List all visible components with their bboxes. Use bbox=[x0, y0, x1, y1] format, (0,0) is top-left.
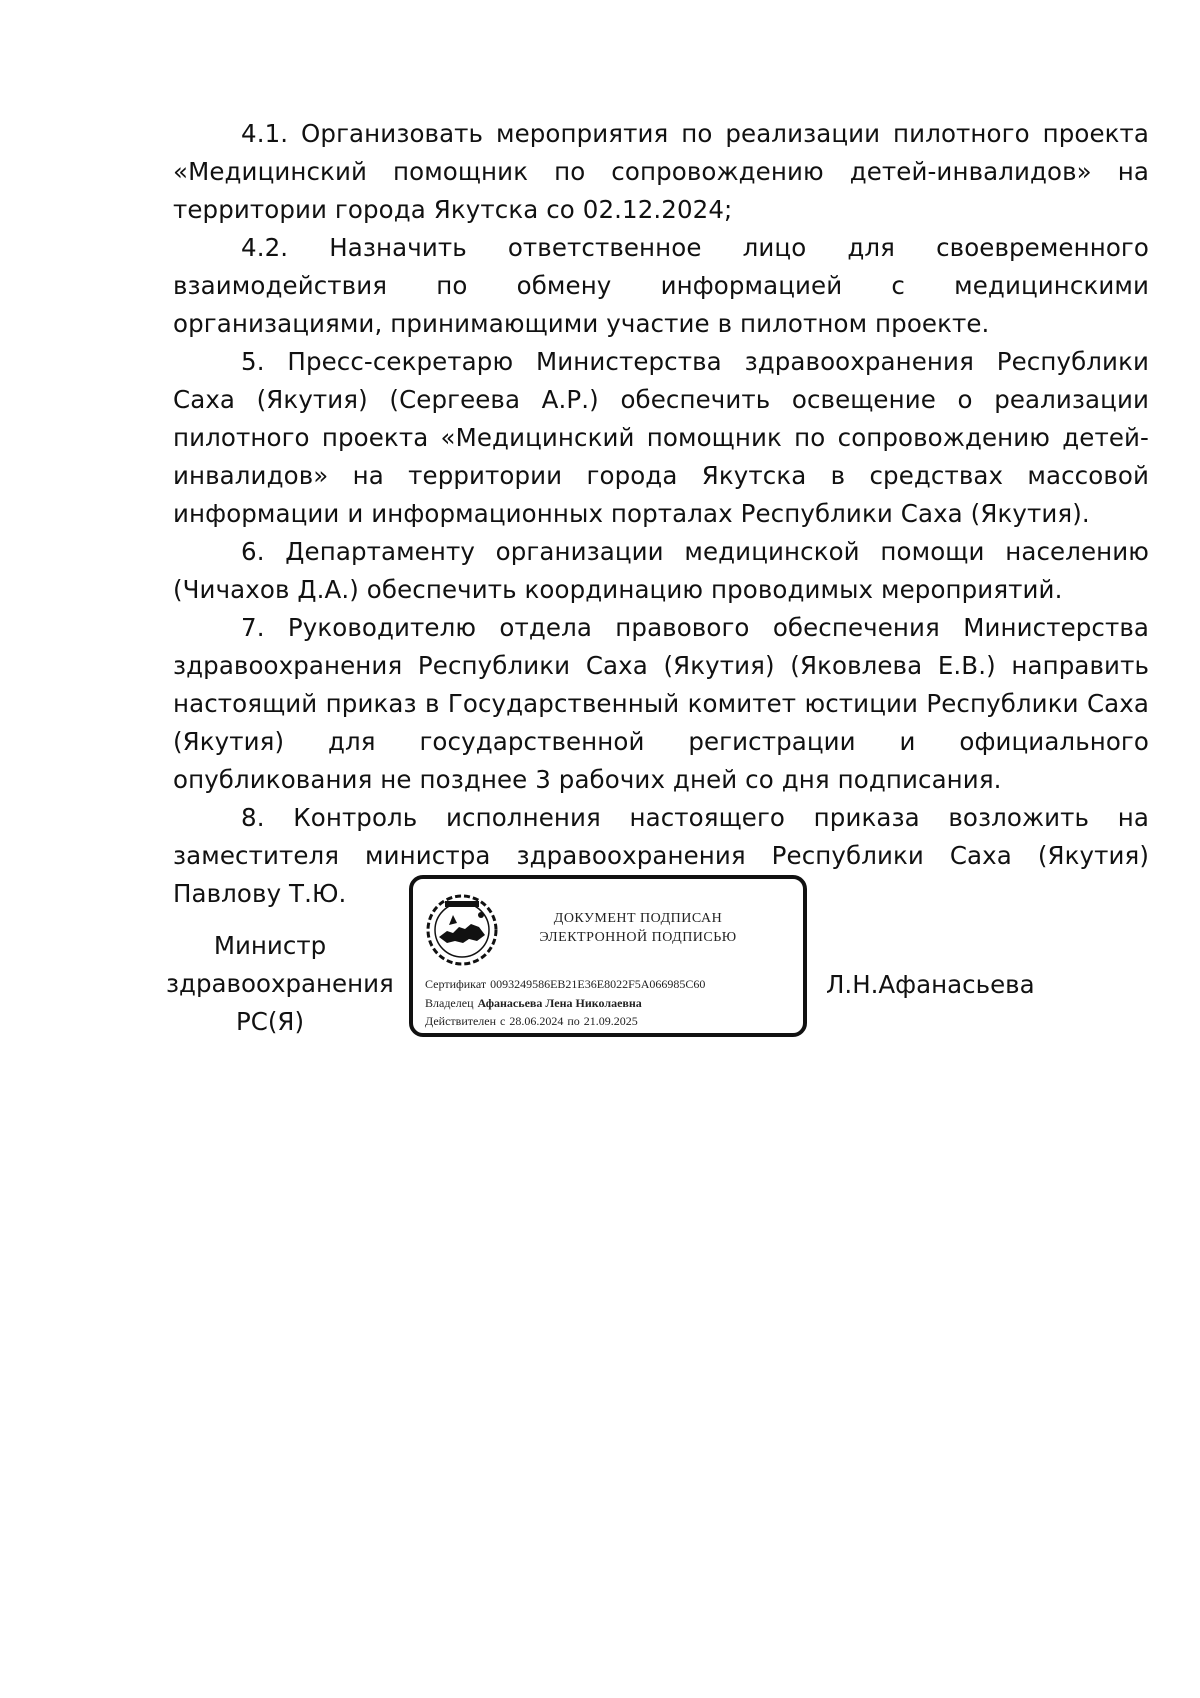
stamp-details bbox=[425, 975, 705, 1031]
signatory-title bbox=[166, 927, 394, 1041]
paragraph-8: 8. Контроль исполнения настоящего приказа возложить на заместителя министра здравоохранения Республики Саха (Якутия) Павлову Т.Ю. bbox=[173, 803, 1149, 908]
signatory-title-line: здравоохранения bbox=[166, 969, 394, 998]
paragraph-5: 5. Пресс-секретарю Министерства здравоохранения Республики Саха (Якутия) (Сергеева А.Р.) обеспечить освещение о реализации пилотного проекта «Медицинский помощник по сопровождению детей-инвалидов» на территории города Якутска в средствах массовой информации и информационных порталах Республики Саха (Якутия). bbox=[173, 347, 1149, 528]
owner-value: Афанасьева Лена Николаевна bbox=[477, 995, 642, 1010]
validity-from: 28.06.2024 bbox=[509, 1014, 564, 1028]
validity-label: Действителен bbox=[425, 1014, 497, 1028]
stamp-heading-line: ЭЛЕКТРОННОЙ ПОДПИСЬЮ bbox=[539, 930, 737, 945]
yakutia-emblem-icon bbox=[423, 891, 501, 969]
paragraph-4-2: 4.2. Назначить ответственное лицо для своевременного взаимодействия по обмену информацией с медицинскими организациями, принимающими участие в пилотном проекте. bbox=[173, 233, 1149, 338]
certificate-label: Сертификат bbox=[425, 977, 487, 991]
order-text bbox=[173, 115, 1149, 913]
validity-from-prefix: с bbox=[500, 1014, 506, 1028]
certificate-value: 0093249586EB21E36E8022F5A066985C60 bbox=[490, 977, 706, 991]
owner-line bbox=[425, 994, 705, 1013]
paragraph-7: 7. Руководителю отдела правового обеспечения Министерства здравоохранения Республики Саха (Якутия) (Яковлева Е.В.) направить настоящий приказ в Государственный комитет юстиции Республики Саха (Якутия) для государственной регистрации и официального опубликования не позднее 3 рабочих дней со дня подписания. bbox=[173, 613, 1149, 794]
electronic-signature-stamp bbox=[409, 875, 807, 1037]
signatory-name: Л.Н.Афанасьева bbox=[826, 970, 1035, 999]
paragraph-6: 6. Департаменту организации медицинской помощи населению (Чичахов Д.А.) обеспечить координацию проводимых мероприятий. bbox=[173, 537, 1149, 604]
validity-line bbox=[425, 1012, 705, 1031]
stamp-heading-line: ДОКУМЕНТ ПОДПИСАН bbox=[553, 911, 723, 926]
signatory-title-line: Министр bbox=[213, 931, 327, 960]
owner-label: Владелец bbox=[425, 995, 474, 1010]
validity-to: 21.09.2025 bbox=[583, 1014, 638, 1028]
stamp-heading bbox=[509, 909, 767, 947]
validity-to-prefix: по bbox=[567, 1014, 580, 1028]
signatory-title-line: РС(Я) bbox=[235, 1007, 305, 1036]
paragraph-4-1: 4.1. Организовать мероприятия по реализации пилотного проекта «Медицинский помощник по сопровождению детей-инвалидов» на территории города Якутска со 02.12.2024; bbox=[173, 119, 1149, 224]
certificate-line bbox=[425, 975, 705, 994]
